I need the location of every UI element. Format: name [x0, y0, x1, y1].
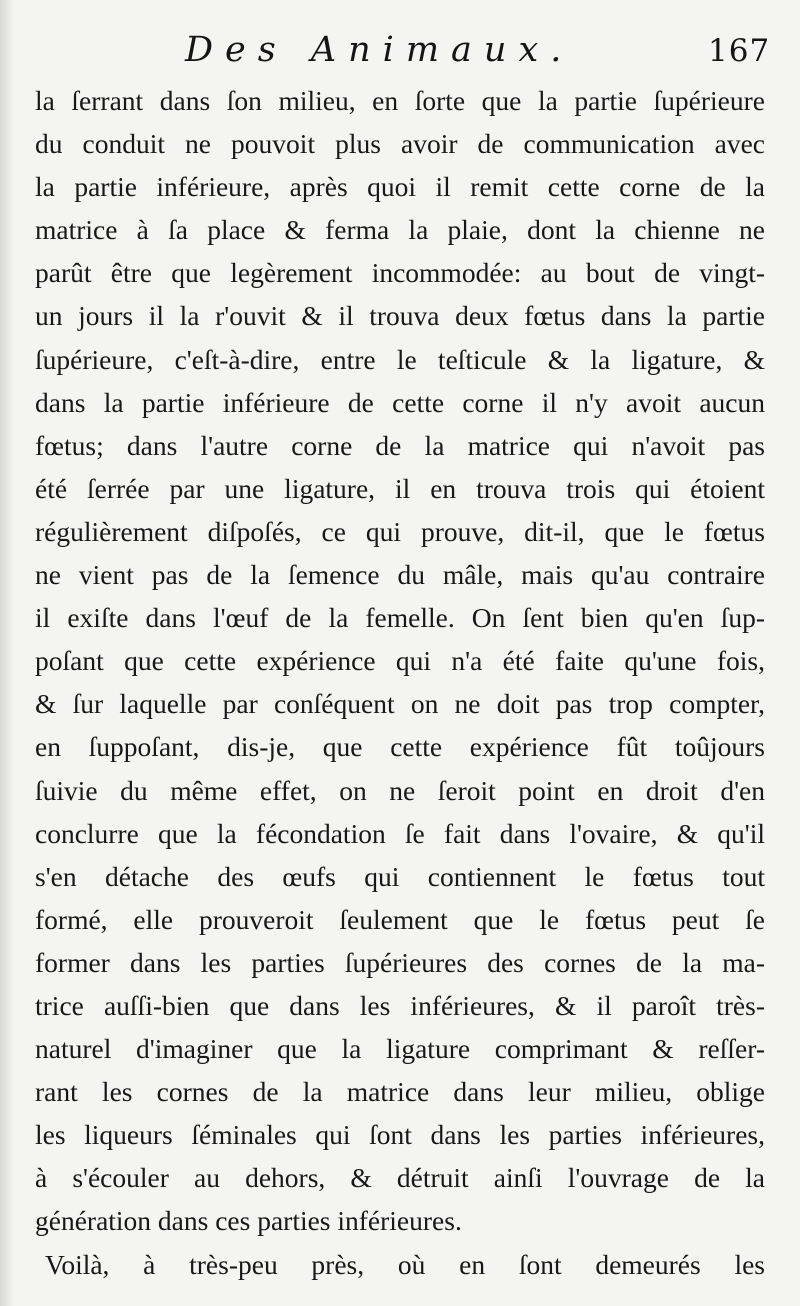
- paragraph-start-line: Voilà, à très-peu près, où en ſont demeurés les: [45, 1248, 765, 1280]
- text-line: matrice à ſa place & ferma la plaie, dont la chienne ne: [35, 214, 765, 246]
- text-line: rant les cornes de la matrice dans leur milieu, oblige: [35, 1076, 765, 1108]
- text-line: conclurre que la fécondation ſe fait dans l'ovaire, & qu'il: [35, 817, 765, 849]
- text-line: poſant que cette expérience qui n'a été faite qu'une fois,: [35, 645, 765, 677]
- text-line: il exiſte dans l'œuf de la femelle. On ſent bien qu'en ſup-: [35, 602, 765, 634]
- text-line: un jours il la r'ouvit & il trouva deux fœtus dans la partie: [35, 300, 765, 332]
- text-line: former dans les parties ſupérieures des cornes de la ma-: [35, 946, 765, 978]
- text-line: la partie inférieure, après quoi il remit cette corne de la: [35, 171, 765, 203]
- text-line: du conduit ne pouvoit plus avoir de communication avec: [35, 128, 765, 160]
- page-number: 167: [708, 33, 771, 69]
- text-line: ne vient pas de la ſemence du mâle, mais qu'au contraire: [35, 559, 765, 591]
- text-line: formé, elle prouveroit ſeulement que le fœtus peut ſe: [35, 903, 765, 935]
- body-text: [35, 79, 765, 1286]
- text-line: à s'écouler au dehors, & détruit ainſi l'ouvrage de la: [35, 1162, 765, 1194]
- running-head: Des Animaux.: [185, 30, 574, 70]
- text-line: & ſur laquelle par conſéquent on ne doit pas trop compter,: [35, 688, 765, 720]
- text-line: trice auſſi-bien que dans les inférieures, & il paroît très-: [35, 989, 765, 1021]
- text-line: fœtus; dans l'autre corne de la matrice qui n'avoit pas: [35, 429, 765, 461]
- text-line: ſupérieure, c'eſt-à-dire, entre le teſticule & la ligature, &: [35, 343, 765, 375]
- text-line: s'en détache des œufs qui contiennent le fœtus tout: [35, 860, 765, 892]
- text-line: régulièrement diſpoſés, ce qui prouve, dit-il, que le fœtus: [35, 515, 765, 547]
- paragraph-end-line: génération dans ces parties inférieures.: [35, 1205, 462, 1237]
- text-line: ſuivie du même effet, on ne ſeroit point en droit d'en: [35, 774, 765, 806]
- text-line: en ſuppoſant, dis-je, que cette expérience fût toûjours: [35, 731, 765, 763]
- page-header: [0, 30, 800, 82]
- text-line: été ſerrée par une ligature, il en trouva trois qui étoient: [35, 472, 765, 504]
- text-line: la ſerrant dans ſon milieu, en ſorte que la partie ſupérieure: [35, 85, 765, 116]
- text-line: les liqueurs ſéminales qui ſont dans les parties inférieures,: [35, 1119, 765, 1151]
- page-edge-shadow: [0, 0, 14, 1306]
- text-line: parût être que legèrement incommodée: au bout de vingt-: [35, 257, 765, 289]
- text-line: naturel d'imaginer que la ligature comprimant & reſſer-: [35, 1033, 765, 1065]
- text-line: dans la partie inférieure de cette corne il n'y avoit aucun: [35, 386, 765, 418]
